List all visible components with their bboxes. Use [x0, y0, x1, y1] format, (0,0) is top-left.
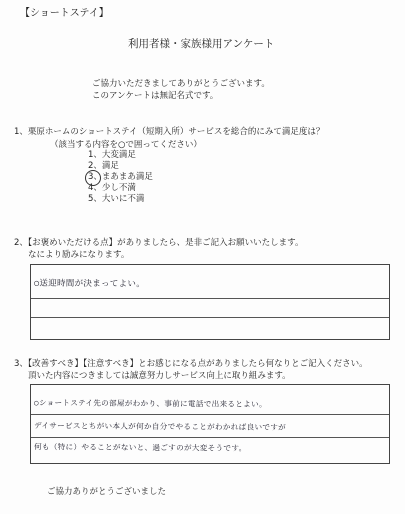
selected-option-circle — [85, 170, 101, 186]
ruled-line — [31, 298, 389, 299]
intro-line-1: ご協力いただきましてありがとうございます。 — [92, 79, 270, 89]
ruled-line — [31, 437, 389, 438]
q1-option-5: 5、大いに不満 — [88, 194, 145, 204]
question-1-text: 1、栗原ホームのショートステイ（短期入所）サービスを総合的にみて満足度は？ — [14, 127, 325, 137]
q1-option-2: 2、満足 — [88, 161, 119, 171]
question-3-answer-line-3: 何も（特に）やることがないと、過ごすのが大変そうです。 — [33, 442, 247, 453]
intro-line-2: このアンケートは無記名式です。 — [92, 91, 219, 101]
question-2-answer-box — [30, 264, 390, 340]
survey-title: 利用者様・家族様用アンケート — [128, 38, 275, 50]
survey-category: 【ショートステイ】 — [20, 8, 109, 19]
question-3-answer-line-1: ○ショートステイ先の部屋がわかり、事前に電話で出来るとよい。 — [33, 398, 267, 409]
question-1-instruction: （該当する内容を○で囲ってください） — [50, 140, 202, 150]
question-2-answer: ○送迎時間が決まってよい。 — [33, 278, 146, 290]
closing-message: ご協力ありがとうございました — [47, 487, 167, 497]
question-2-text: 2、【お褒めいただける点】がありましたら、是非ご記入お願いいたします。 — [14, 238, 304, 248]
question-3-subtext: 頂いた内容につきましては誠意努力しサービス向上に取り組みます。 — [28, 371, 291, 381]
q1-option-1: 1、大変満足 — [88, 150, 136, 160]
q1-option-4: 4、少し不満 — [88, 183, 136, 193]
question-3-text: 3、【改善すべき】【注意すべき】とお感じになる点がありましたら何なりとご記入ください。 — [14, 359, 368, 369]
ruled-line — [31, 414, 389, 415]
intro-text — [92, 78, 270, 102]
question-3-answer-box — [30, 384, 390, 464]
question-3-answer-line-2: デイサービスとちがい本人が何か自分でやることがわかれば良いですが — [33, 421, 287, 432]
ruled-line — [31, 317, 389, 318]
q1-option-3: 3、まあまあ満足 — [88, 172, 153, 182]
question-2-subtext: なにより励みになります。 — [28, 250, 130, 260]
